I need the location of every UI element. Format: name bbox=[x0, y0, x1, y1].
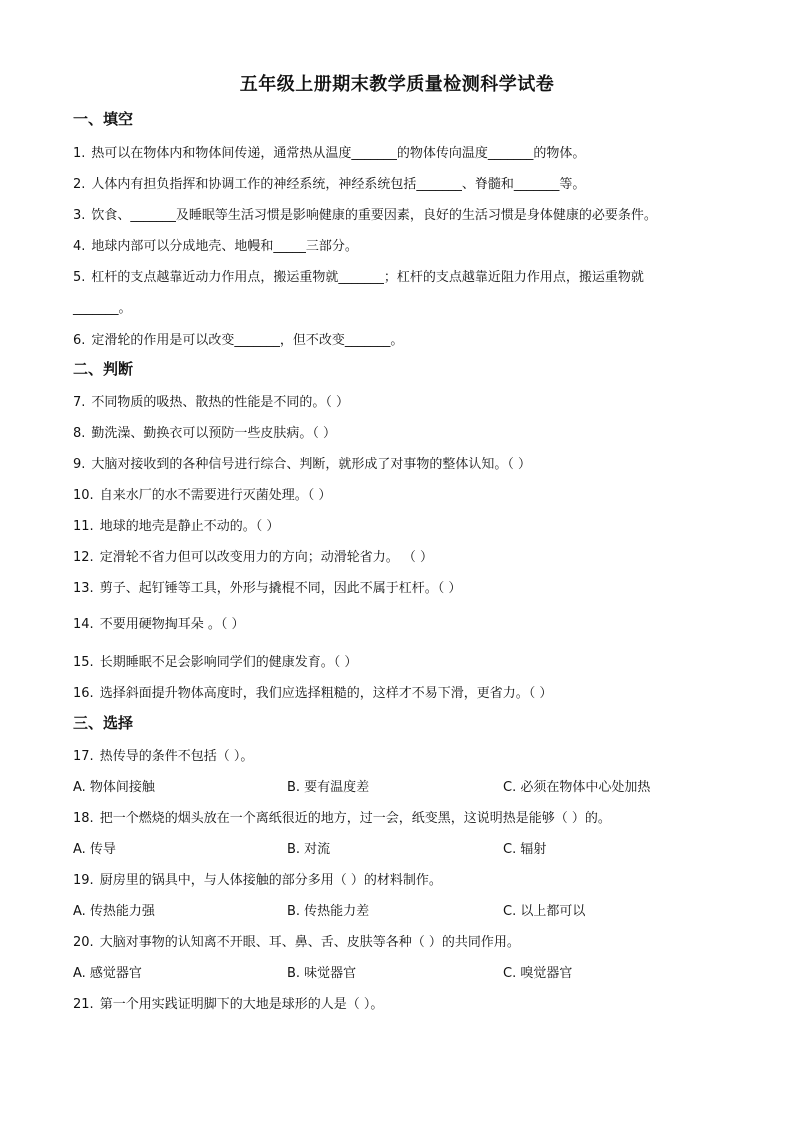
question-number: 2. bbox=[73, 177, 86, 192]
question-text: 热可以在物体内和物体间传递，通常热从温度_______的物体传向温度_______的物体。 bbox=[91, 146, 586, 161]
question-number: 16. bbox=[73, 686, 94, 701]
option-b: B. 传热能力差 bbox=[287, 904, 370, 919]
question-text: 人体内有担负指挥和协调工作的神经系统，神经系统包括_______、脊髓和_______等。 bbox=[91, 177, 586, 192]
question-number: 6. bbox=[73, 333, 86, 348]
question-12 bbox=[73, 546, 433, 565]
question-number: 19. bbox=[73, 873, 94, 888]
section-multiple-choice: 三、选择 bbox=[73, 714, 134, 732]
question-14 bbox=[73, 613, 244, 632]
question-text: 厨房里的锅具中，与人体接触的部分多用（ ）的材料制作。 bbox=[99, 873, 442, 888]
question-text: 地球的地壳是静止不动的。（ ） bbox=[99, 519, 280, 534]
question-number: 4. bbox=[73, 239, 86, 254]
question-number: 12. bbox=[73, 550, 94, 565]
question-number: 15. bbox=[73, 655, 94, 670]
option-c: C. 嗅觉器官 bbox=[503, 966, 573, 981]
question-text: 自来水厂的水不需要进行灭菌处理。（ ） bbox=[99, 488, 332, 503]
question-number: 9. bbox=[73, 457, 86, 472]
question-text: 选择斜面提升物体高度时，我们应选择粗糙的，这样才不易下滑，更省力。（ ） bbox=[99, 686, 553, 701]
option-b: B. 味觉器官 bbox=[287, 966, 357, 981]
question-text: 第一个用实践证明脚下的大地是球形的人是（ ）。 bbox=[99, 997, 384, 1012]
question-text: 大脑对接收到的各种信号进行综合、判断，就形成了对事物的整体认知。（ ） bbox=[91, 457, 532, 472]
question-18 bbox=[73, 807, 611, 826]
question-text: 定滑轮不省力但可以改变用力的方向；动滑轮省力。 （ ） bbox=[99, 550, 433, 565]
question-10 bbox=[73, 484, 331, 503]
option-b: B. 要有温度差 bbox=[287, 780, 370, 795]
question-8 bbox=[73, 422, 336, 441]
option-c: C. 辐射 bbox=[503, 842, 547, 857]
option-c: C. 必须在物体中心处加热 bbox=[503, 780, 651, 795]
question-9 bbox=[73, 453, 531, 472]
question-text: 勤洗澡、勤换衣可以预防一些皮肤病。（ ） bbox=[91, 426, 337, 441]
option-c: C. 以上都可以 bbox=[503, 904, 586, 919]
question-text: 不要用硬物掏耳朵 。（ ） bbox=[99, 617, 245, 632]
question-4 bbox=[73, 235, 358, 254]
section-true-false: 二、判断 bbox=[73, 360, 134, 378]
question-number: 17. bbox=[73, 749, 94, 764]
question-11 bbox=[73, 515, 279, 534]
question-6 bbox=[73, 329, 403, 348]
question-1 bbox=[73, 142, 585, 161]
option-b: B. 对流 bbox=[287, 842, 331, 857]
question-number: 3. bbox=[73, 208, 86, 223]
option-a: A. 传导 bbox=[73, 842, 116, 857]
question-16 bbox=[73, 682, 552, 701]
question-text: 热传导的条件不包括（ ）。 bbox=[99, 749, 254, 764]
question-2 bbox=[73, 173, 585, 192]
question-3 bbox=[73, 204, 657, 223]
question-number: 21. bbox=[73, 997, 94, 1012]
question-number: 10. bbox=[73, 488, 94, 503]
question-20 bbox=[73, 931, 520, 950]
question-number: 14. bbox=[73, 617, 94, 632]
question-text: 长期睡眠不足会影响同学们的健康发育。（ ） bbox=[99, 655, 358, 670]
question-text: 地球内部可以分成地壳、地幔和_____三部分。 bbox=[91, 239, 358, 254]
question-number: 7. bbox=[73, 395, 86, 410]
question-text: 大脑对事物的认知离不开眼、耳、鼻、舌、皮肤等各种（ ）的共同作用。 bbox=[99, 935, 520, 950]
question-text: 把一个燃烧的烟头放在一个离纸很近的地方，过一会，纸变黑，这说明热是能够（ ）的。 bbox=[99, 811, 611, 826]
page-title: 五年级上册期末教学质量检测科学试卷 bbox=[239, 74, 555, 95]
question-5 bbox=[73, 266, 644, 285]
question-text: 杠杆的支点越靠近动力作用点，搬运重物就_______；杠杆的支点越靠近阻力作用点，搬运重物就 bbox=[91, 270, 644, 285]
question-text: 剪子、起钉锤等工具，外形与撬棍不同，因此不属于杠杆。（ ） bbox=[99, 581, 462, 596]
question-text: 饮食、_______及睡眠等生活习惯是影响健康的重要因素，良好的生活习惯是身体健康的必要条件。 bbox=[91, 208, 657, 223]
question-7 bbox=[73, 391, 349, 410]
question-number: 20. bbox=[73, 935, 94, 950]
question-13 bbox=[73, 577, 461, 596]
option-a: A. 感觉器官 bbox=[73, 966, 142, 981]
question-number: 1. bbox=[73, 146, 86, 161]
question-number: 13. bbox=[73, 581, 94, 596]
option-a: A. 物体间接触 bbox=[73, 780, 155, 795]
section-fill-blank: 一、填空 bbox=[73, 110, 134, 128]
option-a: A. 传热能力强 bbox=[73, 904, 155, 919]
question-21 bbox=[73, 993, 383, 1012]
question-19 bbox=[73, 869, 442, 888]
question-15 bbox=[73, 651, 357, 670]
question-text: 不同物质的吸热、散热的性能是不同的。（ ） bbox=[91, 395, 350, 410]
question-17 bbox=[73, 745, 253, 764]
question-number: 5. bbox=[73, 270, 86, 285]
question-text: 定滑轮的作用是可以改变_______，但不改变_______。 bbox=[91, 333, 404, 348]
question-5-continued: _______。 bbox=[73, 301, 132, 316]
question-number: 18. bbox=[73, 811, 94, 826]
question-number: 11. bbox=[73, 519, 94, 534]
question-number: 8. bbox=[73, 426, 86, 441]
